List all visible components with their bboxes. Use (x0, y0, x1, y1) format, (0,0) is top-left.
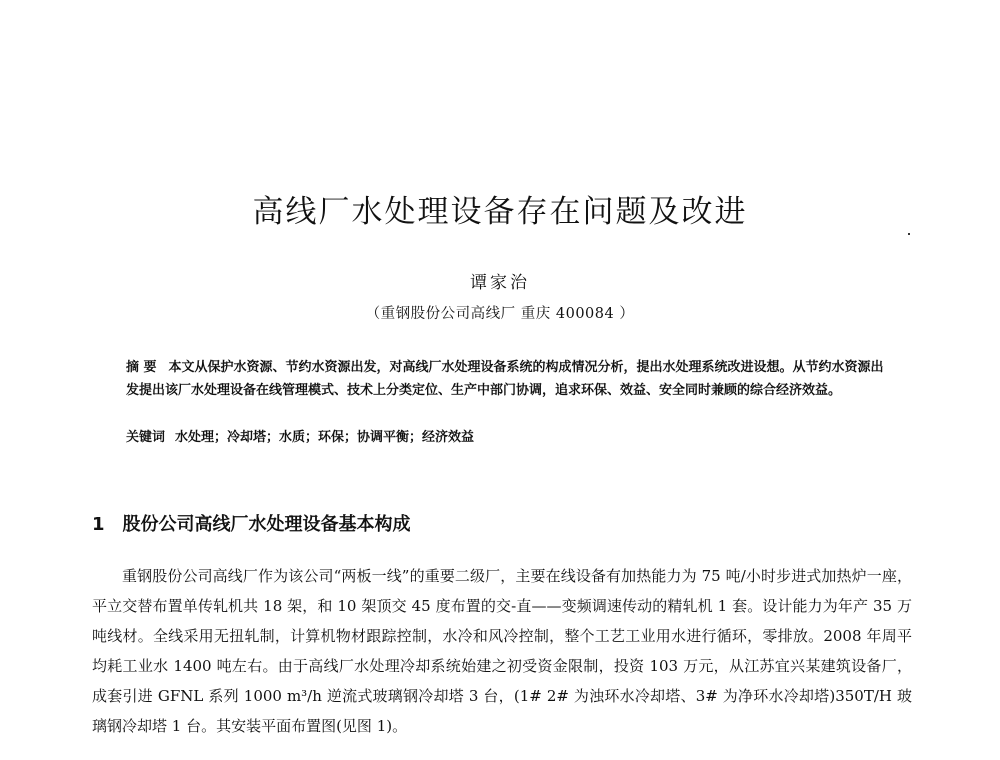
keywords-label: 关键词 (126, 430, 166, 445)
scan-speck (908, 233, 910, 235)
section-1-heading (92, 510, 411, 536)
abstract-label: 摘 要 (126, 360, 157, 375)
abstract (126, 356, 886, 402)
section-1-title: 股份公司高线厂水处理设备基本构成 (122, 514, 411, 535)
keywords-text: 水处理；冷却塔；水质；环保；协调平衡；经济效益 (175, 430, 475, 445)
section-1-number: 1 (92, 514, 105, 535)
paper-title: 高线厂水处理设备存在问题及改进 (252, 194, 748, 230)
author-name: 谭家治 (470, 273, 530, 293)
keywords (126, 426, 886, 449)
section-1-paragraph: 重钢股份公司高线厂作为该公司“两板一线”的重要二级厂，主要在线设备有加热能力为 75 吨/小时步进式加热炉一座，平立交替布置单传轧机共 18 架，和 10 架顶交 45 度布置的交-直——变频调速传动的精轧机 1 套。设计能力为年产 35 万吨线材。全线采用无扭轧制，计算机物材跟踪控制，水冷和风冷控制，整个工艺工业用水进行循环，零排放。2008 年周平均耗工业水 1400 吨左右。由于高线厂水处理冷却系统始建之初受资金限制，投资 103 万元，从江苏宜兴某建筑设备厂，成套引进 GFNL 系列 1000 m³/h 逆流式玻璃钢冷却塔 3 台，(1# 2# 为浊环水冷却塔、3# 为净环水冷却塔)350T/H 玻璃钢冷却塔 1 台。其安装平面布置图(见图 1)。 (92, 567, 912, 735)
abstract-text: 本文从保护水资源、节约水资源出发，对高线厂水处理设备系统的构成情况分析，提出水处理系统改进设想。从节约水资源出发提出该厂水处理设备在线管理模式、技术上分类定位、生产中部门协调，追求环保、效益、安全同时兼顾的综合经济效益。 (126, 360, 884, 398)
author-affiliation: （重钢股份公司高线厂 重庆 400084 ） (365, 306, 635, 322)
